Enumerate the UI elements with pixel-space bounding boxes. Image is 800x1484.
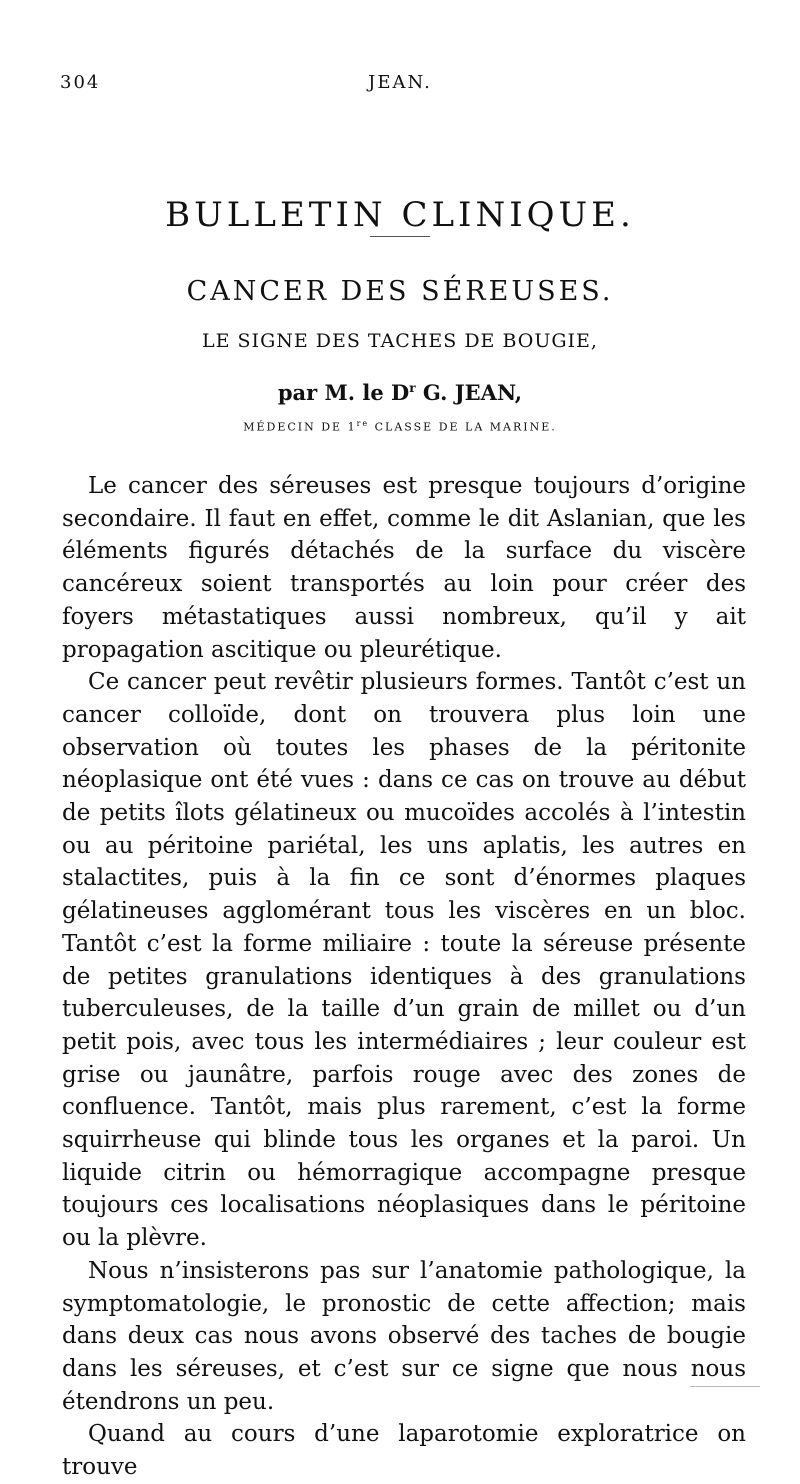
page-number: 304 bbox=[60, 72, 101, 93]
paragraph-4: Quand au cours d’une laparotomie exploratrice on trouve bbox=[62, 1421, 746, 1481]
byline-superscript: r bbox=[409, 381, 416, 395]
affiliation-suffix: CLASSE DE LA MARINE. bbox=[369, 420, 557, 434]
affiliation-prefix: MÉDECIN DE 1 bbox=[243, 420, 357, 434]
article-title: CANCER DES SÉREUSES. bbox=[186, 276, 614, 307]
affiliation-superscript: re bbox=[356, 419, 370, 428]
author-affiliation bbox=[0, 419, 800, 434]
bottom-rule bbox=[690, 1386, 760, 1387]
paragraph-3: Nous n’insisterons pas sur l’anatomie pathologique, la symptomatologie, le pronostic de cette affection; mais dans deux cas nous avons observé des taches de bougie dans les séreuses, et c’est sur ce signe que nous nous étendrons un peu. bbox=[62, 1257, 746, 1415]
article-subtitle: LE SIGNE DES TACHES DE BOUGIE, bbox=[202, 330, 598, 352]
byline-prefix: par M. le D bbox=[277, 380, 410, 405]
article-body bbox=[62, 470, 746, 1484]
section-title: BULLETIN CLINIQUE. bbox=[165, 194, 635, 235]
running-head bbox=[60, 72, 740, 102]
paragraph-1: Le cancer des séreuses est presque toujours d’origine secondaire. Il faut en effet, comme le dit Aslanian, que les éléments figurés détachés de la surface du viscère cancéreux soient transportés au loin pour créer des foyers métastatiques aussi nombreux, qu’il y ait propagation ascitique ou pleurétique. bbox=[62, 473, 746, 663]
title-divider bbox=[370, 236, 430, 237]
running-title: JEAN. bbox=[368, 72, 432, 93]
author-byline bbox=[0, 380, 800, 405]
paragraph-2: Ce cancer peut revêtir plusieurs formes. Tantôt c’est un cancer colloïde, dont on trouvera plus loin une observation où toutes les phases de la péritonite néoplasique ont été vues : dans ce cas on trouve au début de petits îlots gélatineux ou mucoïdes accolés à l’intestin ou au péritoine pariétal, les uns aplatis, les autres en stalactites, puis à la fin ce sont d’énormes plaques gélatineuses agglomérant tous les viscères en un bloc. Tantôt c’est la forme miliaire : toute la séreuse présente de petites granulations identiques à des granulations tuberculeuses, de la taille d’un grain de millet ou d’un petit pois, avec tous les intermédiaires ; leur couleur est grise ou jaunâtre, parfois rouge avec des zones de confluence. Tantôt, mais plus rarement, c’est la forme squirrheuse qui blinde tous les organes et la paroi. Un liquide citrin ou hémorragique accompagne presque toujours ces localisations néoplasiques dans le péritoine ou la plèvre. bbox=[62, 669, 746, 1252]
byline-name: G. JEAN, bbox=[415, 380, 523, 405]
